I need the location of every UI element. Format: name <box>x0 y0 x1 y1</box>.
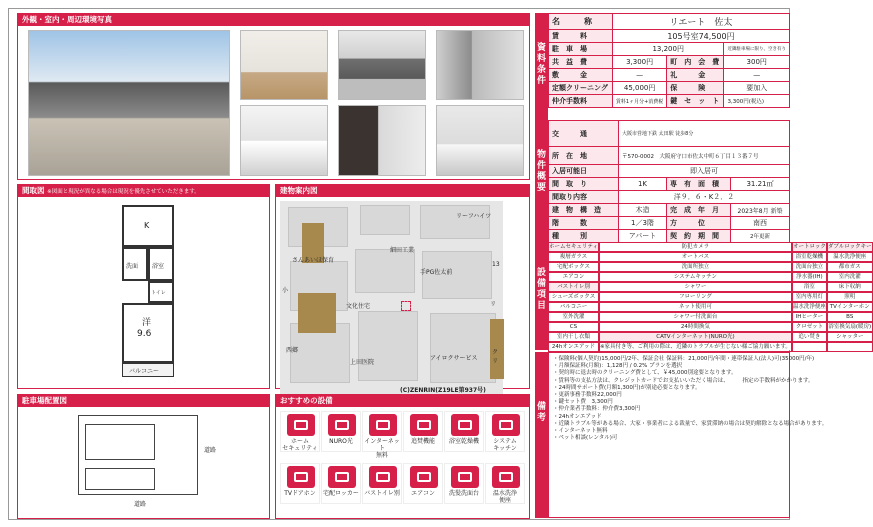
structure-label: 建 物 構 造 <box>549 204 619 217</box>
remark-line: ・ペット相談(レンタル)可 <box>553 435 618 442</box>
map-label: 西郷 <box>286 347 299 354</box>
feature-tile <box>485 411 525 452</box>
structure-value: 木造 <box>619 204 667 217</box>
key-exchange-value: 3,300円(税込) <box>724 95 790 108</box>
toilet-photo <box>436 105 524 176</box>
washroom-photo <box>240 105 328 176</box>
feature-label: インターネット 無料 <box>364 438 400 459</box>
parking-label: 駐 車 場 <box>549 43 613 56</box>
remarks-side-label: 備考 <box>535 352 548 518</box>
equipment-item: TVインターホン <box>827 302 873 312</box>
equipment-item: オートバス <box>599 252 792 262</box>
remark-line: ・インターネット無料 <box>553 428 608 435</box>
plan-room-size: 9.6 <box>137 329 152 339</box>
recommend-icons <box>280 411 526 515</box>
spec-outline <box>548 120 790 242</box>
equipment-item: オートロック <box>792 244 826 250</box>
key-money-label: 礼 金 <box>667 69 724 82</box>
area-value: 31.21㎡ <box>731 178 790 191</box>
common-value: 3,300円 <box>612 56 666 69</box>
plan-balcony <box>122 363 174 377</box>
equipment-item: 床下収納 <box>827 282 873 292</box>
equipment-item: 宅配ボックス <box>548 262 599 272</box>
map-label: 小 <box>282 287 289 294</box>
equipment-item: 複層ガラス <box>548 252 599 262</box>
direction-value: 南西 <box>731 217 790 230</box>
rent-label: 賃 料 <box>549 30 613 43</box>
equipment-item: 24hオンエアッド <box>548 342 599 352</box>
feature-tile <box>403 411 443 452</box>
map-label: さんあいほ保育 <box>292 257 335 264</box>
remark-line: ・24時間サポート費(月額1,300円)が別途必要となります。 <box>553 384 701 391</box>
equipment-item: 照明 <box>827 292 873 302</box>
parking-diagram <box>78 415 198 495</box>
remark-line: ・月額保証料(月額)：1,128円 / 0.2% プランを選択 <box>553 363 683 370</box>
equipment-item: 洗面台独立 <box>792 262 827 272</box>
equipment-item <box>827 342 873 352</box>
key-exchange-label: 鍵 セ ッ ト <box>667 95 724 108</box>
plan-room-type: 洋 <box>142 318 152 328</box>
map-label: 細田工業 <box>390 247 415 254</box>
equipment-item: 洗面所独立 <box>599 262 792 272</box>
feature-tile <box>362 463 402 504</box>
feature-tile <box>280 463 320 504</box>
feature-icon <box>369 466 397 488</box>
feature-label: 浴室乾燥機 <box>448 438 479 445</box>
remark-line: ・保険料(個人契約)15,000円/2年、保証会社 保証料：21,000円/年間・連帯保証人(法人)可(35000円/年) <box>553 356 815 362</box>
type-value: アパート <box>619 230 667 243</box>
exterior-photo <box>28 30 230 176</box>
equipment-item: 浄水器(IH) <box>792 272 827 282</box>
feature-tile <box>321 463 361 504</box>
map-target-marker <box>401 301 411 311</box>
map-label: リーフハイツ <box>456 213 492 220</box>
map-header: 建物案内図 <box>276 185 529 197</box>
plan-kitchen <box>122 205 174 247</box>
remark-line: ・近隣トラブル等がある場合、大家・事業者による裁量で、家賃滞納の場合は契約解除となる場合があります。 <box>553 420 828 427</box>
plan-bath <box>148 247 174 281</box>
fees-side-label: 資料条件 <box>535 13 548 135</box>
feature-tile <box>403 463 443 504</box>
feature-icon <box>492 466 520 488</box>
feature-icon <box>328 414 356 436</box>
direction-label: 方 位 <box>667 217 731 230</box>
map-label: 手PG佐太前 <box>420 269 453 276</box>
feature-icon <box>287 414 315 436</box>
feature-label: エアコン <box>411 490 435 497</box>
equipment-item: バストイレ別 <box>548 282 599 292</box>
equipment-item: CATVインターネット(NURO光) <box>599 332 792 342</box>
equipment-side-label: 設備項目 <box>535 242 548 350</box>
remark-line: ・賃料等の支払方法は、クレジットカードでお支払いいただく場合は、 指定の手数料がかかります。 <box>553 377 814 384</box>
rent-value: 105号室74,500円 <box>612 30 789 43</box>
outline-table <box>548 120 790 243</box>
map-copyright: (C)ZENRIN(Z19LE第937号) <box>400 387 486 394</box>
equipment-item: 温水洗浄便座 <box>827 252 873 262</box>
plan-balcony-label: バルコニー <box>129 368 160 375</box>
name-label: 名 称 <box>549 14 613 30</box>
parking-road-right: 道路 <box>204 447 217 454</box>
plan-toilet-label: トイレ <box>151 290 166 296</box>
equipment-item: 追い焚き <box>792 332 827 342</box>
feature-label: ホーム セキュリティ <box>282 438 318 452</box>
equipment-item: 室内干し衣類 <box>548 332 599 342</box>
map-label: 13 <box>492 261 500 268</box>
name-value: リエート 佐太 <box>612 14 789 30</box>
recommend-header: おすすめの設備 <box>276 395 529 407</box>
kitchen-photo <box>338 30 426 100</box>
equipment-item: ネット使用可 <box>599 302 792 312</box>
feature-icon <box>451 466 479 488</box>
equipment-item: BS <box>827 312 873 322</box>
feature-label: 宅配ロッカー <box>323 490 359 497</box>
move-in-label: 入居可能日 <box>549 165 619 178</box>
feature-icon <box>369 414 397 436</box>
equipment-item: 室内洗濯 <box>827 272 873 282</box>
map-panel <box>275 184 530 394</box>
equipment-item: 温水洗浄便座 <box>792 304 826 310</box>
town-label: 町 内 会 費 <box>667 56 724 69</box>
plan-kitchen-label: K <box>144 221 150 230</box>
type-label: 種 別 <box>549 230 619 243</box>
map-label: クリ <box>492 349 499 365</box>
equipment-item: シャッター <box>827 332 873 342</box>
insurance-label: 保 険 <box>667 82 724 95</box>
deposit-value: — <box>612 69 666 82</box>
recommend-panel <box>275 394 530 519</box>
feature-label: システム キッチン <box>493 438 517 452</box>
equipment-item: 都市ガス <box>827 262 873 272</box>
equipment-grid <box>548 242 872 352</box>
address-label: 所 在 地 <box>549 147 619 165</box>
parking-road-bottom: 道路 <box>134 501 147 508</box>
cleaning-label: 定額クリーニング <box>549 82 613 95</box>
equipment-item: ※家具付き等、ご利用の際は、近隣のトラブルが生じない様ご協力願います。 <box>599 344 791 350</box>
feature-icon <box>287 466 315 488</box>
area-map <box>280 201 503 394</box>
feature-tile <box>362 411 402 459</box>
plan-bath-label: 浴室 <box>152 263 165 270</box>
photos-panel <box>17 13 530 180</box>
remark-line: ・鍵セット費 3,300円 <box>553 399 613 406</box>
equipment-item: 浴室換気扇(暖房) <box>828 324 872 330</box>
parking-panel <box>17 394 270 519</box>
feature-icon <box>451 414 479 436</box>
town-value: 300円 <box>724 56 790 69</box>
cleaning-value: 45,000円 <box>612 82 666 95</box>
equipment-item <box>792 342 827 352</box>
equipment-item: ダブルロックキー <box>827 244 872 250</box>
feature-label: 洗髪洗面台 <box>448 490 479 497</box>
plan-toilet <box>148 281 174 303</box>
feature-icon <box>328 466 356 488</box>
deposit-label: 敷 金 <box>549 69 613 82</box>
outline-side-label: 物件概要 <box>535 120 548 242</box>
address-value: 〒570-0002 大阪府守口市佐太中町６丁目１３番７号 <box>619 147 790 165</box>
feature-icon <box>492 414 520 436</box>
plan-wash <box>122 247 148 281</box>
floorplan-panel <box>17 184 270 389</box>
map-label: リ <box>490 301 497 308</box>
floors-value: 1／3階 <box>619 217 667 230</box>
room-photo <box>240 30 328 100</box>
remark-line: ・仲介業者手数料：仲介費3,300円 <box>553 406 641 413</box>
equipment-item: クロゼット <box>792 322 827 332</box>
contract-value: 2年更新 <box>731 230 790 243</box>
area-label: 専 有 面 積 <box>667 178 731 191</box>
feature-label: TVドアホン <box>284 490 316 497</box>
plan-wash-label: 洗面 <box>126 263 139 270</box>
remarks-panel <box>548 352 828 518</box>
equipment-item: システムキッチン <box>599 272 792 282</box>
plan-main-room <box>122 303 174 363</box>
floorplan-note: ※図面と現況が異なる場合は現況を優先させていただきます。 <box>47 189 200 195</box>
photos-header: 外観・室内・周辺環境写真 <box>18 14 529 26</box>
key-money-value: — <box>724 69 790 82</box>
equipment-item: 浴室乾燥機 <box>792 252 827 262</box>
floorplan-header <box>18 185 269 197</box>
equipment-item: 24時間換気 <box>599 322 792 332</box>
feature-label: NURO光 <box>329 438 353 445</box>
feature-icon <box>410 466 438 488</box>
detail-value: 洋９．６・K２．２ <box>619 191 790 204</box>
equipment-panel <box>548 242 872 350</box>
move-in-value: 即入居可 <box>619 165 790 178</box>
map-label: 上田医院 <box>350 359 375 366</box>
built-value: 2023年8月 新築 <box>731 204 790 217</box>
equipment-item: 室内専用灯 <box>792 292 827 302</box>
feature-label: 温水洗浄 便座 <box>492 490 517 504</box>
remark-line: ・更新事務手数料22,000円 <box>553 392 622 399</box>
fees-table <box>548 13 790 108</box>
feature-tile <box>485 463 525 504</box>
common-label: 共 益 費 <box>549 56 613 69</box>
equipment-item: 防犯カメラ <box>599 242 792 252</box>
detail-label: 間取り内容 <box>549 191 619 204</box>
equipment-item: シューズボックス <box>548 292 599 302</box>
feature-tile <box>444 411 484 452</box>
feature-tile <box>280 411 320 452</box>
station-label: 交 通 <box>549 121 619 147</box>
feature-tile <box>444 463 484 504</box>
equipment-item: IHヒーター <box>792 312 827 322</box>
floors-label: 階 数 <box>549 217 619 230</box>
built-label: 完 成 年 月 <box>667 204 731 217</box>
fee-value: 賃料1ヶ月分+消費税 <box>612 95 666 108</box>
parking-header: 駐車場配置図 <box>18 395 269 407</box>
equipment-item: ホームセキュリティ <box>549 244 598 250</box>
feature-icon <box>410 414 438 436</box>
equipment-item: シャワー <box>599 282 792 292</box>
parking-note: 近隣駐車場に限り、空き有り <box>724 43 790 56</box>
feature-label: バストイレ別 <box>364 490 400 497</box>
equipment-item: 浴室 <box>792 282 827 292</box>
layout-value: 1K <box>619 178 667 191</box>
equipment-item: 室外洗濯 <box>548 312 599 322</box>
feature-label: 追焚機能 <box>410 438 435 445</box>
map-label: アイロクサービス <box>430 355 478 362</box>
map-label: 文化住宅 <box>346 303 371 310</box>
remark-line: ・契約時に退去時のクリーニング費として、￥45,000別途要となります。 <box>553 370 737 377</box>
bath-photo <box>436 30 524 100</box>
station-value: 大阪市営地下鉄 太田駅 徒歩8分 <box>619 121 790 147</box>
feature-tile <box>321 411 361 452</box>
equipment-item: シャワー付洗面台 <box>599 312 792 322</box>
remark-line: ・24hオンエアッド <box>553 413 602 420</box>
contract-label: 契 約 期 間 <box>667 230 731 243</box>
spec-fees <box>548 13 790 135</box>
parking-value: 13,200円 <box>612 43 724 56</box>
layout-label: 間 取 り <box>549 178 619 191</box>
lavatory-photo <box>338 105 426 176</box>
equipment-item: エアコン <box>548 272 599 282</box>
floorplan-title: 間取図 <box>22 186 45 195</box>
equipment-item: CS <box>548 322 599 332</box>
fee-label: 仲介手数料 <box>549 95 613 108</box>
equipment-item: フローリング <box>599 292 792 302</box>
equipment-item: バルコニー <box>548 302 599 312</box>
insurance-value: 要加入 <box>724 82 790 95</box>
